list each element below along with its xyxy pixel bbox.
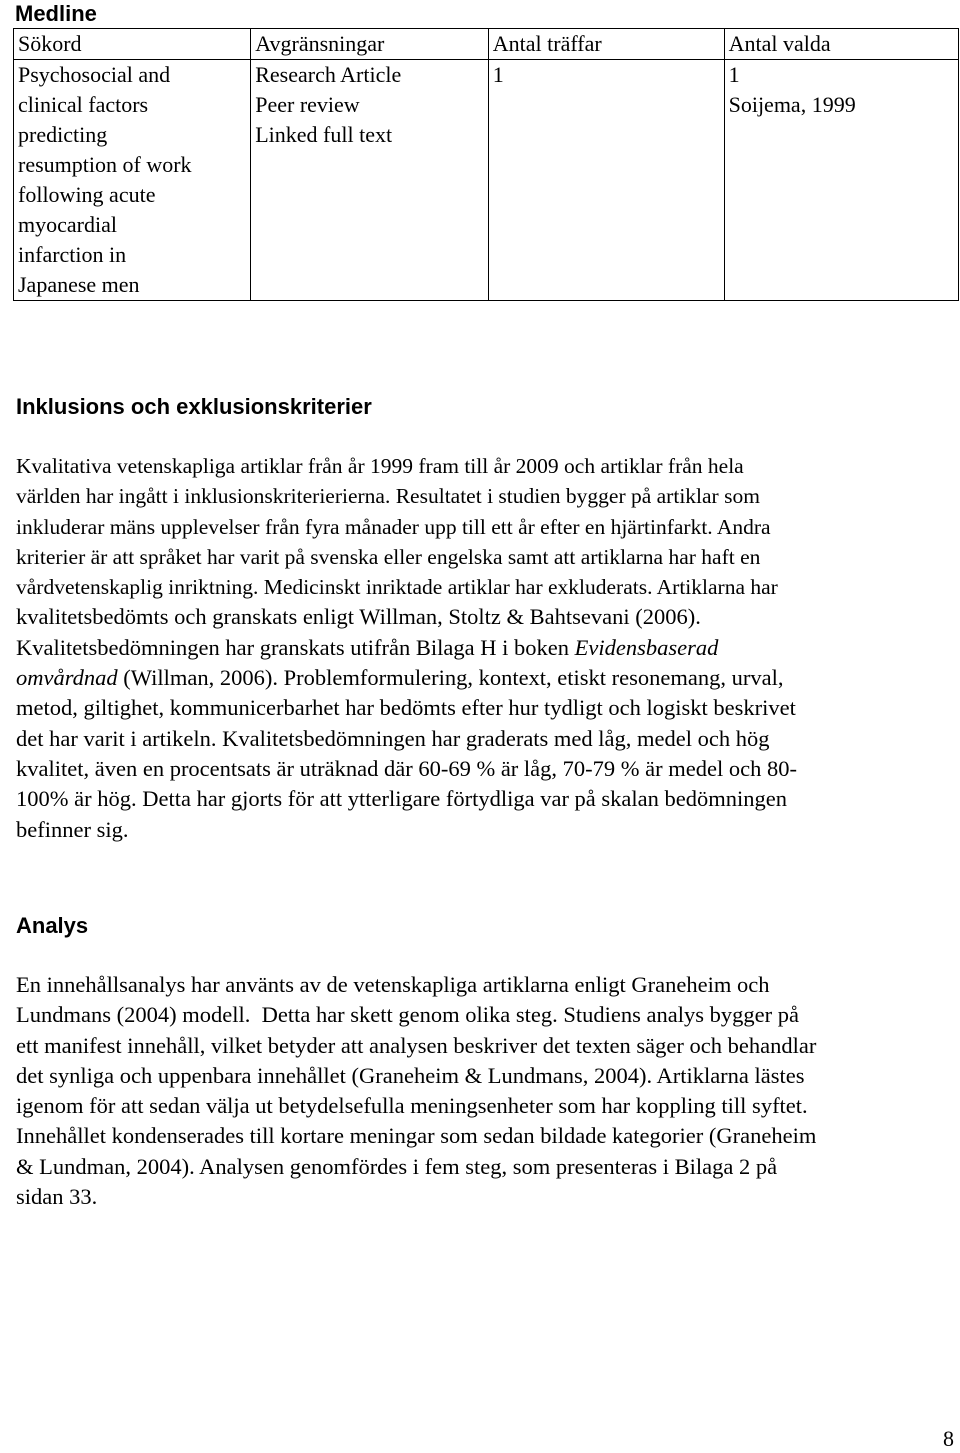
- text-line: [16, 633, 946, 663]
- cell-line: Linked full text: [255, 122, 393, 147]
- table-header-row: [14, 29, 959, 60]
- cell-avgransningar: [251, 60, 489, 301]
- text-line: världen har ingått i inklusionskriterierierna. Resultatet i studien bygger på artiklar som: [16, 484, 760, 509]
- text-line: & Lundman, 2004). Analysen genomfördes i fem steg, som presenteras i Bilaga 2 på: [16, 1153, 778, 1179]
- text-line: ett manifest innehåll, vilket betyder att analysen beskriver det texten säger och behandlar: [16, 1032, 817, 1058]
- text-line: kvalitet, även en procentsats är uträknad där 60-69 % är låg, 70-79 % är medel och 80-: [16, 755, 797, 781]
- cell-line: Psychosocial and: [18, 62, 171, 87]
- text-line: det har varit i artikeln. Kvalitetsbedömningen har graderats med låg, medel och hög: [16, 725, 770, 751]
- cell-line: predicting: [18, 122, 108, 147]
- text-line: Kvalitativa vetenskapliga artiklar från år 1999 fram till år 2009 och artiklar från hela: [16, 454, 744, 478]
- text-line: kriterier är att språket har varit på svenska eller engelska samt att artiklarna har haft en: [16, 544, 761, 569]
- book-title-italic: omvårdnad: [16, 665, 118, 691]
- cell-antal-valda: [724, 60, 958, 301]
- header-antal-valda: Antal valda: [724, 29, 958, 60]
- cell-line: Soijema, 1999: [728, 92, 856, 117]
- cell-line: Japanese men: [18, 272, 140, 297]
- cell-line: Research Article: [255, 62, 402, 87]
- book-title-italic: Evidensbaserad: [574, 634, 719, 660]
- search-table: [13, 28, 959, 301]
- text-line: Lundmans (2004) modell. Detta har skett genom olika steg. Studiens analys bygger på: [16, 1002, 799, 1028]
- text-line: En innehållsanalys har använts av de vetenskapliga artiklarna enligt Graneheim och: [16, 972, 770, 997]
- cell-line: resumption of work: [18, 152, 192, 177]
- text-line: inkluderar mäns upplevelser från fyra månader upp till ett år efter en hjärtinfarkt. Andra: [16, 514, 771, 539]
- inclusion-heading: Inklusions och exklusionskriterier: [16, 394, 372, 419]
- header-antal-traffar: Antal träffar: [488, 29, 724, 60]
- table-row: [14, 60, 959, 301]
- page-number: 8: [943, 1426, 954, 1451]
- cell-line: clinical factors: [18, 92, 149, 117]
- text-span: (Willman, 2006). Problemformulering, kontext, etiskt resonemang, urval,: [117, 665, 784, 691]
- inclusion-paragraph: [16, 451, 946, 845]
- cell-line: infarction in: [18, 242, 127, 267]
- cell-antal-traffar: [488, 60, 724, 301]
- text-line: metod, giltighet, kommunicerbarhet har bedömts efter hur tydligt och logiskt beskrivet: [16, 695, 796, 721]
- analysis-paragraph: [16, 970, 946, 1212]
- text-line: det synliga och uppenbara innehållet (Graneheim & Lundmans, 2004). Artiklarna lästes: [16, 1062, 805, 1088]
- text-line: Innehållet kondenserades till kortare meningar som sedan bildade kategorier (Graneheim: [16, 1123, 817, 1149]
- text-span: Kvalitetsbedömningen har granskats utifrån Bilaga H i boken: [16, 634, 575, 660]
- text-line: 100% är hög. Detta har gjorts för att ytterligare förtydliga var på skalan bedömningen: [16, 786, 787, 812]
- cell-line: 1: [728, 62, 740, 87]
- cell-sokord: [14, 60, 251, 301]
- cell-line: 1: [492, 62, 504, 87]
- cell-line: myocardial: [18, 212, 117, 237]
- text-line: kvalitetsbedömts och granskats enligt Willman, Stoltz & Bahtsevani (2006).: [16, 604, 701, 630]
- analysis-heading: Analys: [16, 913, 89, 938]
- cell-line: Peer review: [255, 92, 360, 117]
- text-line: sidan 33.: [16, 1184, 98, 1210]
- cell-line: following acute: [18, 182, 156, 207]
- text-line: igenom för att sedan välja ut betydelsefulla meningsenheter som har koppling till syftet.: [16, 1093, 808, 1119]
- header-sokord: Sökord: [14, 29, 251, 60]
- text-line: [16, 663, 946, 693]
- database-heading: Medline: [15, 1, 97, 26]
- header-avgransningar: Avgränsningar: [251, 29, 489, 60]
- text-line: befinner sig.: [16, 816, 129, 842]
- text-line: vårdvetenskaplig inriktning. Medicinskt inriktade artiklar har exkluderats. Artiklarna har: [16, 575, 778, 600]
